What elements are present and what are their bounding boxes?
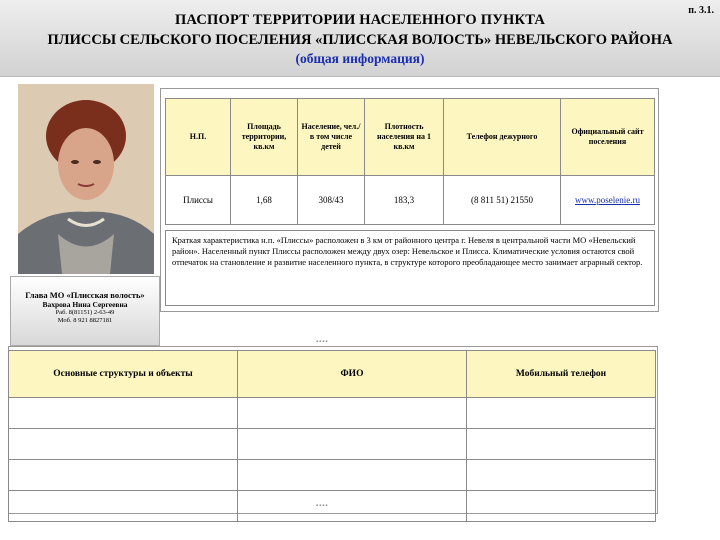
table-row [9,429,656,460]
table-cell[interactable] [467,491,656,522]
column-header: Н.П. [166,99,231,176]
title-line-1: ПАСПОРТ ТЕРРИТОРИИ НАСЕЛЕННОГО ПУНКТА [174,12,546,28]
table-cell: 1,68 [231,176,298,225]
page-number: п. 3.1. [688,5,714,16]
settlement-description: Краткая характеристика н.п. «Плиссы» расположен в 3 км от районного центра г. Невеля в центральной части МО «Невельский район». Населенный пункт Плиссы расположен между двух озер: Невельское и Плисса. Климатические условия остаются свой отпечаток на становление и развитие населенного пункта, в структуре которого преобладающее место занимает аграрный сектор. [165,230,655,306]
column-header: Площадь территории, кв.км [231,99,298,176]
table-header-row [166,99,655,176]
head-phone-mobile: Моб. 8 921 8827181 [57,317,113,324]
table-cell[interactable] [9,429,238,460]
column-header: Основные структуры и объекты [9,351,238,398]
table-cell[interactable] [9,460,238,491]
resize-grip[interactable]: ▪▪▪▪ [316,503,329,509]
table-cell[interactable] [238,460,467,491]
table-cell[interactable] [238,491,467,522]
table-header-row [9,351,656,398]
column-header: Официальный сайт поселения [561,99,655,176]
table-cell[interactable] [238,398,467,429]
column-header: ФИО [238,351,467,398]
table-cell: Плиссы [166,176,231,225]
website-link[interactable]: www.poselenie.ru [561,176,655,225]
table-cell: 308/43 [298,176,365,225]
column-header: Население, чел./ в том числе детей [298,99,365,176]
title-bar [0,0,720,77]
head-caption [10,276,160,346]
column-header: Мобильный телефон [467,351,656,398]
table-row [9,398,656,429]
table-cell[interactable] [9,491,238,522]
structures-table [8,350,656,522]
table-row [166,176,655,225]
table-cell[interactable] [9,398,238,429]
table-cell[interactable] [467,460,656,491]
subtitle: (общая информация) [295,51,425,66]
table-row [9,460,656,491]
title-line-2: ПЛИССЫ СЕЛЬСКОГО ПОСЕЛЕНИЯ «ПЛИССКАЯ ВОЛОСТЬ» НЕВЕЛЬСКОГО РАЙОНА [47,32,673,48]
resize-grip[interactable]: ▪▪▪▪ [316,339,329,345]
head-phone-work: Раб. 8(81151) 2-63-49 [55,309,115,316]
head-portrait-photo [18,84,154,274]
table-cell[interactable] [238,429,467,460]
table-cell: 183,3 [365,176,444,225]
table-cell: (8 811 51) 21550 [444,176,561,225]
table-row [9,491,656,522]
table-cell[interactable] [467,398,656,429]
settlement-info-table [165,98,655,225]
table-cell[interactable] [467,429,656,460]
column-header: Плотность населения на 1 кв.км [365,99,444,176]
head-title: Глава МО «Плисская волость» [25,290,145,300]
head-name: Вахрова Нина Сергеевна [42,300,128,309]
column-header: Телефон дежурного [444,99,561,176]
